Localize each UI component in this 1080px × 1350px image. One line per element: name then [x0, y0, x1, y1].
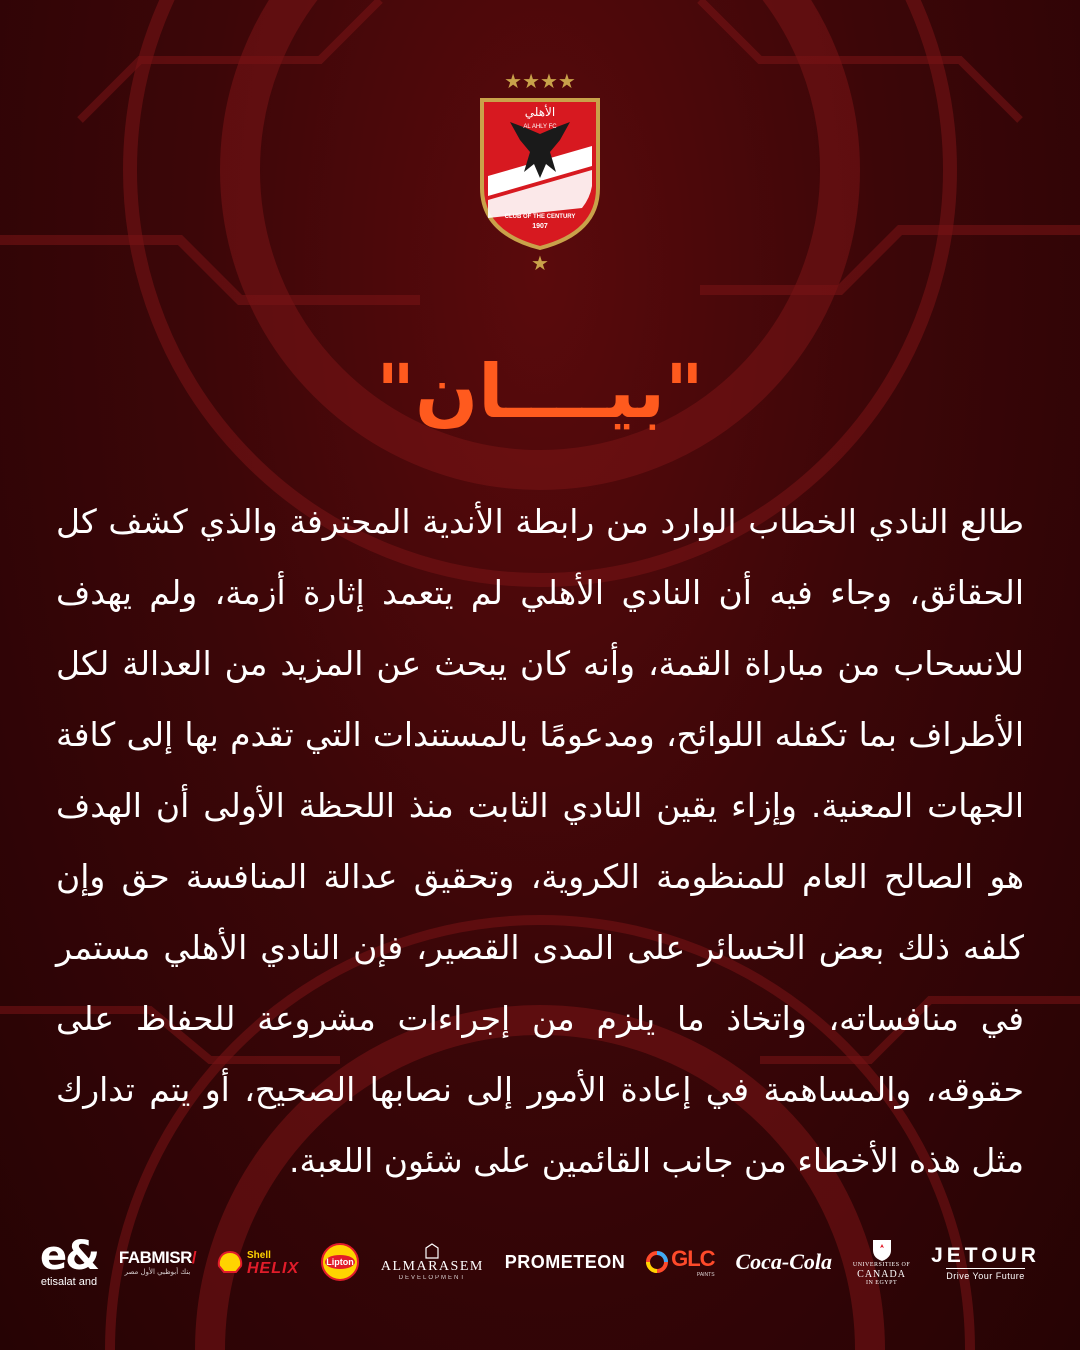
- sponsor-fabmisr: [119, 1248, 196, 1276]
- fabmisr-logo: FABMISR: [118, 1248, 192, 1267]
- helix-label: HELIX: [247, 1260, 300, 1277]
- sponsor-almarasem: [381, 1243, 484, 1281]
- glc-label: PAINTS: [696, 1272, 715, 1278]
- fabmisr-label: بنك أبوظبي الأول مصر: [124, 1268, 191, 1276]
- crest-top-stars: ★★★★: [504, 69, 576, 93]
- lipton-logo: [320, 1242, 360, 1282]
- etisalat-logo: e&: [40, 1233, 99, 1279]
- sponsors-bar: [40, 1222, 1040, 1302]
- sponsor-jetour: [931, 1244, 1040, 1281]
- etisalat-label: etisalat and: [40, 1276, 98, 1288]
- sponsor-lipton: [320, 1242, 360, 1282]
- sponsor-prometeon: [505, 1252, 626, 1273]
- svg-text:Lipton: Lipton: [326, 1257, 354, 1267]
- shell-label: Shell: [247, 1250, 271, 1261]
- sponsor-etisalat: [40, 1233, 99, 1288]
- glc-swirl-icon: [646, 1251, 668, 1273]
- glc-logo: GLC: [671, 1246, 715, 1271]
- sponsor-shell-helix: [217, 1249, 299, 1275]
- statement-body: طالع النادي الخطاب الوارد من رابطة الأندية المحترفة والذي كشف كل الحقائق، وجاء فيه أن النادي الأهلي لم يتعمد إثارة أزمة، ولم يهدف للانسحاب من مباراة القمة، وأنه كان يبحث عن المزيد من العدالة لكل الأطراف بما تكفله اللوائح، ومدعومًا بالمستندات التي تقدم بها إلى كافة الجهات المعنية. وإزاء يقين النادي الثابت منذ اللحظة الأولى أن الهدف هو الصالح العام للمنظومة الكروية، وتحقيق عدالة المنافسة حق وإن كلفه ذلك بعض الخسائر على المدى القصير، فإن النادي الأهلي مستمر في منافساته، واتخاذ ما يلزم من إجراءات مشروعة للحفاظ على حقوقه، والمساهمة في إعادة الأمور إلى نصابها الصحيح، أو يتم تدارك مثل هذه الأخطاء من جانب القائمين على شئون اللعبة.: [56, 502, 1024, 1180]
- crest-bottom-star: ★: [531, 251, 549, 275]
- crest-motto: CLUB OF THE CENTURY: [504, 214, 576, 220]
- sponsor-glc: [646, 1246, 714, 1278]
- canada-shield-icon: [871, 1238, 893, 1262]
- canada-label-top: UNIVERSITIES OF: [852, 1261, 911, 1268]
- canada-label-main: CANADA: [857, 1268, 906, 1280]
- prometeon-logo: PROMETEON: [504, 1251, 626, 1272]
- fabmisr-slash: /: [191, 1248, 197, 1267]
- crest-name: AL AHLY FC: [523, 124, 557, 130]
- crest-year: 1907: [532, 223, 548, 230]
- almarasem-emblem-icon: [425, 1243, 439, 1259]
- al-ahly-crest: [470, 68, 610, 278]
- jetour-logo: JETOUR: [931, 1243, 1040, 1267]
- statement-title: "بيــــان": [376, 349, 704, 435]
- canada-label-bottom: IN EGYPT: [865, 1279, 898, 1286]
- jetour-tagline: Drive Your Future: [946, 1268, 1025, 1281]
- crest-arabic-name: الأهلي: [524, 105, 556, 119]
- shell-pecten-icon: [217, 1250, 243, 1274]
- coca-cola-logo: Coca-Cola: [735, 1249, 832, 1274]
- almarasem-logo: ALMARASEM: [380, 1259, 484, 1274]
- almarasem-label: DEVELOPMENT: [398, 1275, 467, 1281]
- sponsor-universities-of-canada: [853, 1238, 910, 1287]
- sponsor-coca-cola: [735, 1249, 832, 1275]
